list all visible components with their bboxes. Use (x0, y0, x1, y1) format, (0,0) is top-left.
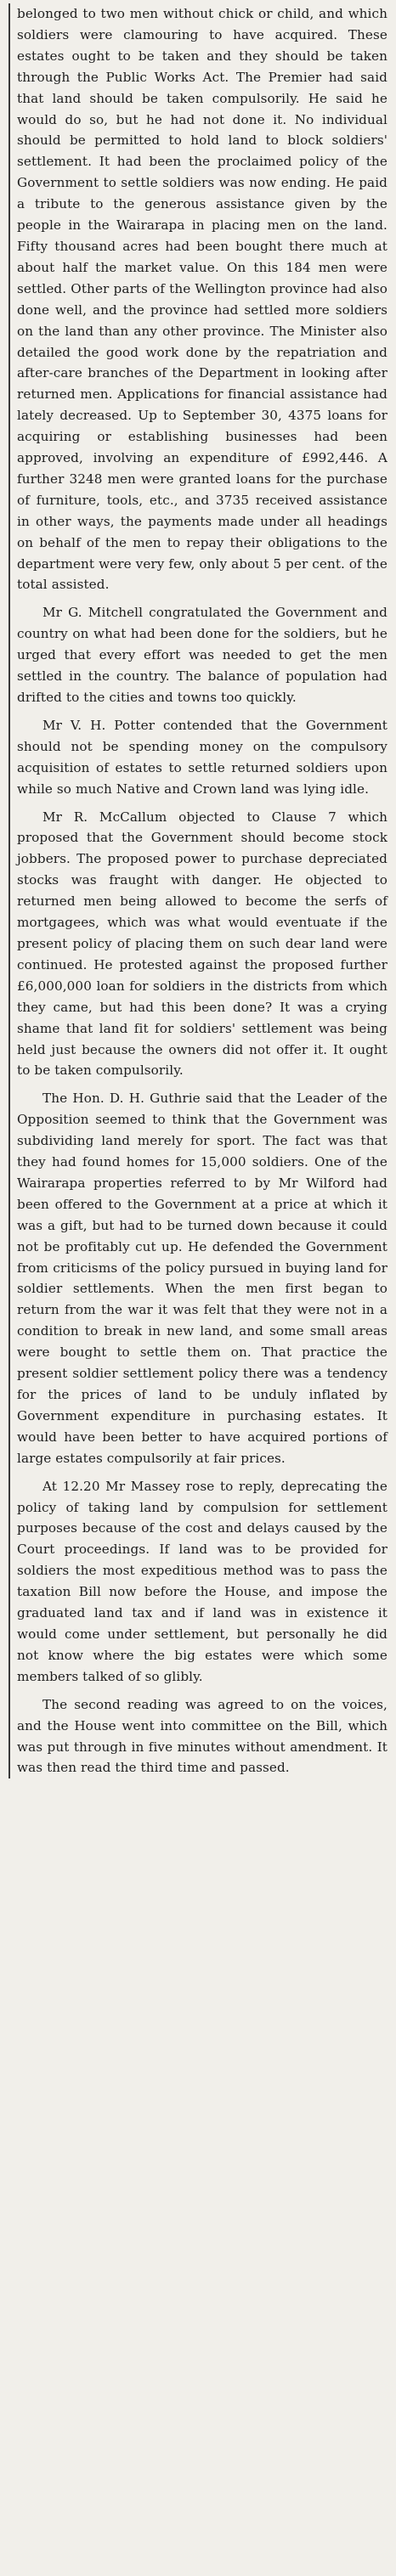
paragraph-gap (17, 595, 388, 602)
article-column (8, 3, 388, 1778)
paragraph-gap (17, 1469, 388, 1476)
paragraph-gap (17, 708, 388, 715)
paragraph-gap (17, 1688, 388, 1694)
article-paragraph-2: Mr G. Mitchell congratulated the Government and country on what had been done for the soldiers, but he urged that every effort was needed to get the men settled in the country. The balance of population had drifted to the cities and towns too quickly. (17, 605, 388, 705)
article-paragraph-3: Mr V. H. Potter contended that the Government should not be spending money on the compulsory acquisition of estates to settle returned soldiers upon while so much Native and Crown land was lying idle. (17, 717, 388, 797)
article-paragraph-5: The Hon. D. H. Guthrie said that the Leader of the Opposition seemed to think that the Government was subdividing land merely for sport. The fact was that they had found homes for 15,000 soldiers. One of the Wairarapa properties referred to by Mr Wilford had been offered to the Government at a price at which it was a gift, but had to be turned down because it could not be profitably cut up. He defended the Government from criticisms of the policy pursued in buying land for soldier settlements. When the men first began to return from the war it was felt that they were not in a condition to break in new land, and some small areas were bought to settle them on. That practice the present soldier settlement policy there was a tendency for the prices of land to be unduly inflated by Government expenditure in purchasing estates. It would have been better to have acquired portions of large estates compulsorily at fair prices. (17, 1091, 388, 1466)
article-paragraph-1: belonged to two men without chick or child, and which soldiers were clamouring to have acquired. These estates ought to be taken and they should be taken through the Public Works Act. The Premier had said that land should be taken compulsorily. He said he would do so, but he had not done it. No individual should be permitted to hold land to block soldiers' settlement. It had been the proclaimed policy of the Government to settle soldiers was now ending. He paid a tribute to the generous assistance given by the people in the Wairarapa in placing men on the land. Fifty thousand acres had been bought there much at about half the market value. On this 184 men were settled. Other parts of the Wellington province had also done well, and the province had settled more soldiers on the land than any other province. The Minister also detailed the good work done by the repatriation and after-care branches of the Department in looking after returned men. Applications for financial assistance had lately decreased. Up to September 30, 4375 loans for acquiring or establishing businesses had been approved, involving an expenditure of £992,446. A further 3248 men were granted loans for the purchase of furniture, tools, etc., and 3735 received assistance in other ways, the payments made under all headings on behalf of the men to repay their obligations to the department were very few, only about 5 per cent. of the total assisted. (17, 6, 388, 593)
paragraph-gap (17, 1081, 388, 1088)
article-paragraph-6: At 12.20 Mr Massey rose to reply, deprecating the policy of taking land by compulsion for settlement purposes because of the cost and delays caused by the Court proceedings. If land was to be provided for soldiers the most expeditious method was to pass the taxation Bill now before the House, and impose the graduated land tax and if land was in existence it would come under settlement, but personally he did not know where the big estates were which some members talked of so glibly. (17, 1478, 388, 1684)
article-paragraph-7: The second reading was agreed to on the voices, and the House went into committee on the Bill, which was put through in five minutes without amendment. It was then read the third time and passed. (17, 1696, 388, 1776)
paragraph-gap (17, 800, 388, 807)
article-paragraph-4: Mr R. McCallum objected to Clause 7 which proposed that the Government should become stock jobbers. The proposed power to purchase depreciated stocks was fraught with danger. He objected to returned men being allowed to become the serfs of mortgagees, which was what would eventuate if the present policy of placing them on such dear land were continued. He protested against the proposed further £6,000,000 loan for soldiers in the districts from which they came, but had this been done? It was a crying shame that land fit for soldiers' settlement was being held just because the owners did not offer it. It ought to be taken compulsorily. (17, 809, 388, 1079)
